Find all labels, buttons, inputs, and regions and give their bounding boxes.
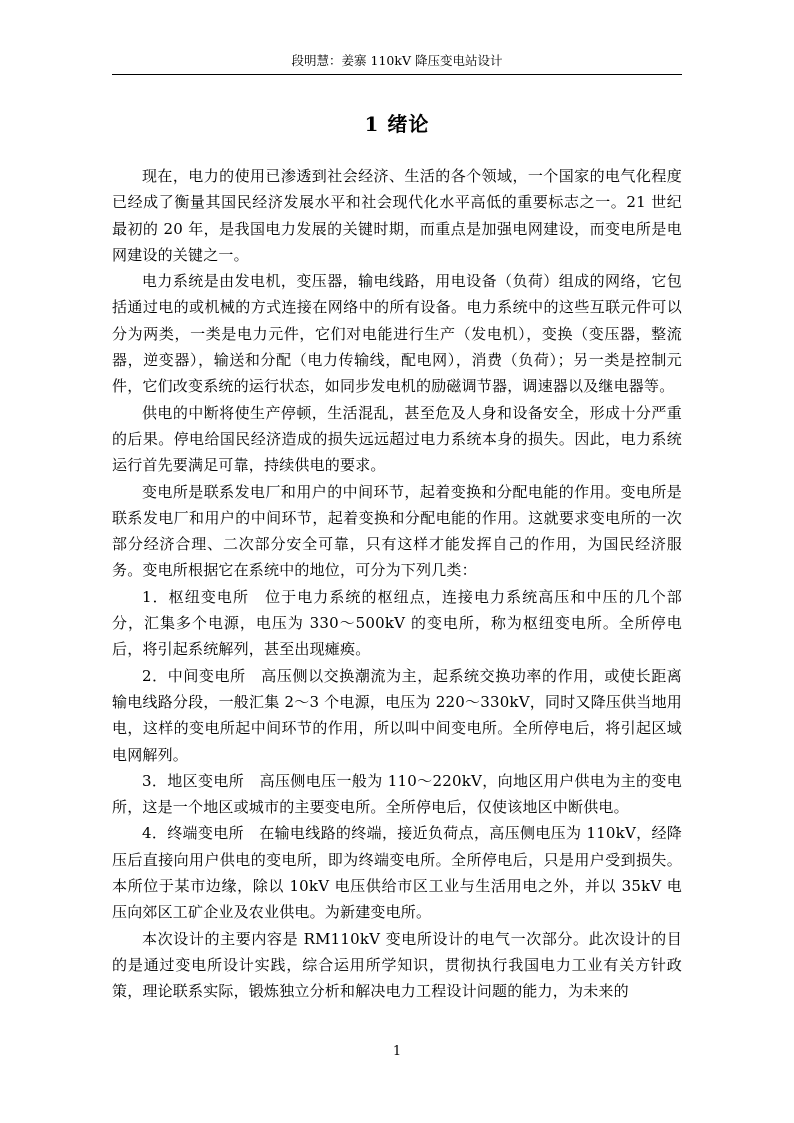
paragraph: 电力系统是由发电机，变压器，输电线路，用电设备（负荷）组成的网络，它包括通过电的或机械的方式连接在网络中的所有设备。电力系统中的这些互联元件可以分为两类，一类是电力元件，它们对电能进行生产（发电机），变换（变压器，整流器，逆变器），输送和分配（电力传输线，配电网），消费（负荷）；另一类是控制元件，它们改变系统的运行状态，如同步发电机的励磁调节器，调速器以及继电器等。 <box>112 272 682 396</box>
body-text <box>112 163 682 1005</box>
page-number: 1 <box>392 1044 402 1059</box>
paragraph: 3．地区变电所 高压侧电压一般为 110～220kV，向地区用户供电为主的变电所，这是一个地区或城市的主要变电所。全所停电后，仅使该地区中断供电。 <box>112 771 682 817</box>
running-header-text: 段明慧：姜寨 110kV 降压变电站设计 <box>291 53 503 68</box>
paragraph: 现在，电力的使用已渗透到社会经济、生活的各个领域，一个国家的电气化程度已经成了衡量其国民经济发展水平和社会现代化水平高低的重要标志之一。21 世纪最初的 20 年，是我国电力发展的关键时期，而重点是加强电网建设，而变电所是电网建设的关键之一。 <box>112 167 682 264</box>
paragraph: 本次设计的主要内容是 RM110kV 变电所设计的电气一次部分。此次设计的目的是通过变电所设计实践，综合运用所学知识，贯彻执行我国电力工业有关方针政策，理论联系实际，锻炼独立分析和解决电力工程设计问题的能力，为未来的 <box>112 929 682 1001</box>
chapter-title: 1 绪论 <box>364 112 430 136</box>
paragraph: 1．枢纽变电所 位于电力系统的枢纽点，连接电力系统高压和中压的几个部分，汇集多个电源，电压为 330～500kV 的变电所，称为枢纽变电所。全所停电后，将引起系统解列，甚至出现瘫痪。 <box>112 587 682 659</box>
paragraph: 变电所是联系发电厂和用户的中间环节，起着变换和分配电能的作用。变电所是联系发电厂和用户的中间环节，起着变换和分配电能的作用。这就要求变电所的一次部分经济合理、二次部分安全可靠，只有这样才能发挥自己的作用，为国民经济服务。变电所根据它在系统中的地位，可分为下列几类： <box>112 482 682 580</box>
paragraph: 2．中间变电所 高压侧以交换潮流为主，起系统交换功率的作用，或使长距离输电线路分段，一般汇集 2～3 个电源，电压为 220～330kV，同时又降压供当地用电，这样的变电所起中间环节的作用，所以叫中间变电所。全所停电后，将引起区域电网解列。 <box>112 666 682 764</box>
paragraph: 4．终端变电所 在输电线路的终端，接近负荷点，高压侧电压为 110kV，经降压后直接向用户供电的变电所，即为终端变电所。全所停电后，只是用户受到损失。本所位于某市边缘，除以 10kV 电压供给市区工业与生活用电之外，并以 35kV 电压向郊区工矿企业及农业供电。为新建变电所。 <box>112 824 682 922</box>
paragraph: 供电的中断将使生产停顿，生活混乱，甚至危及人身和设备安全，形成十分严重的后果。停电给国民经济造成的损失远远超过电力系统本身的损失。因此，电力系统运行首先要满足可靠，持续供电的要求。 <box>112 403 682 475</box>
running-header <box>112 52 682 75</box>
